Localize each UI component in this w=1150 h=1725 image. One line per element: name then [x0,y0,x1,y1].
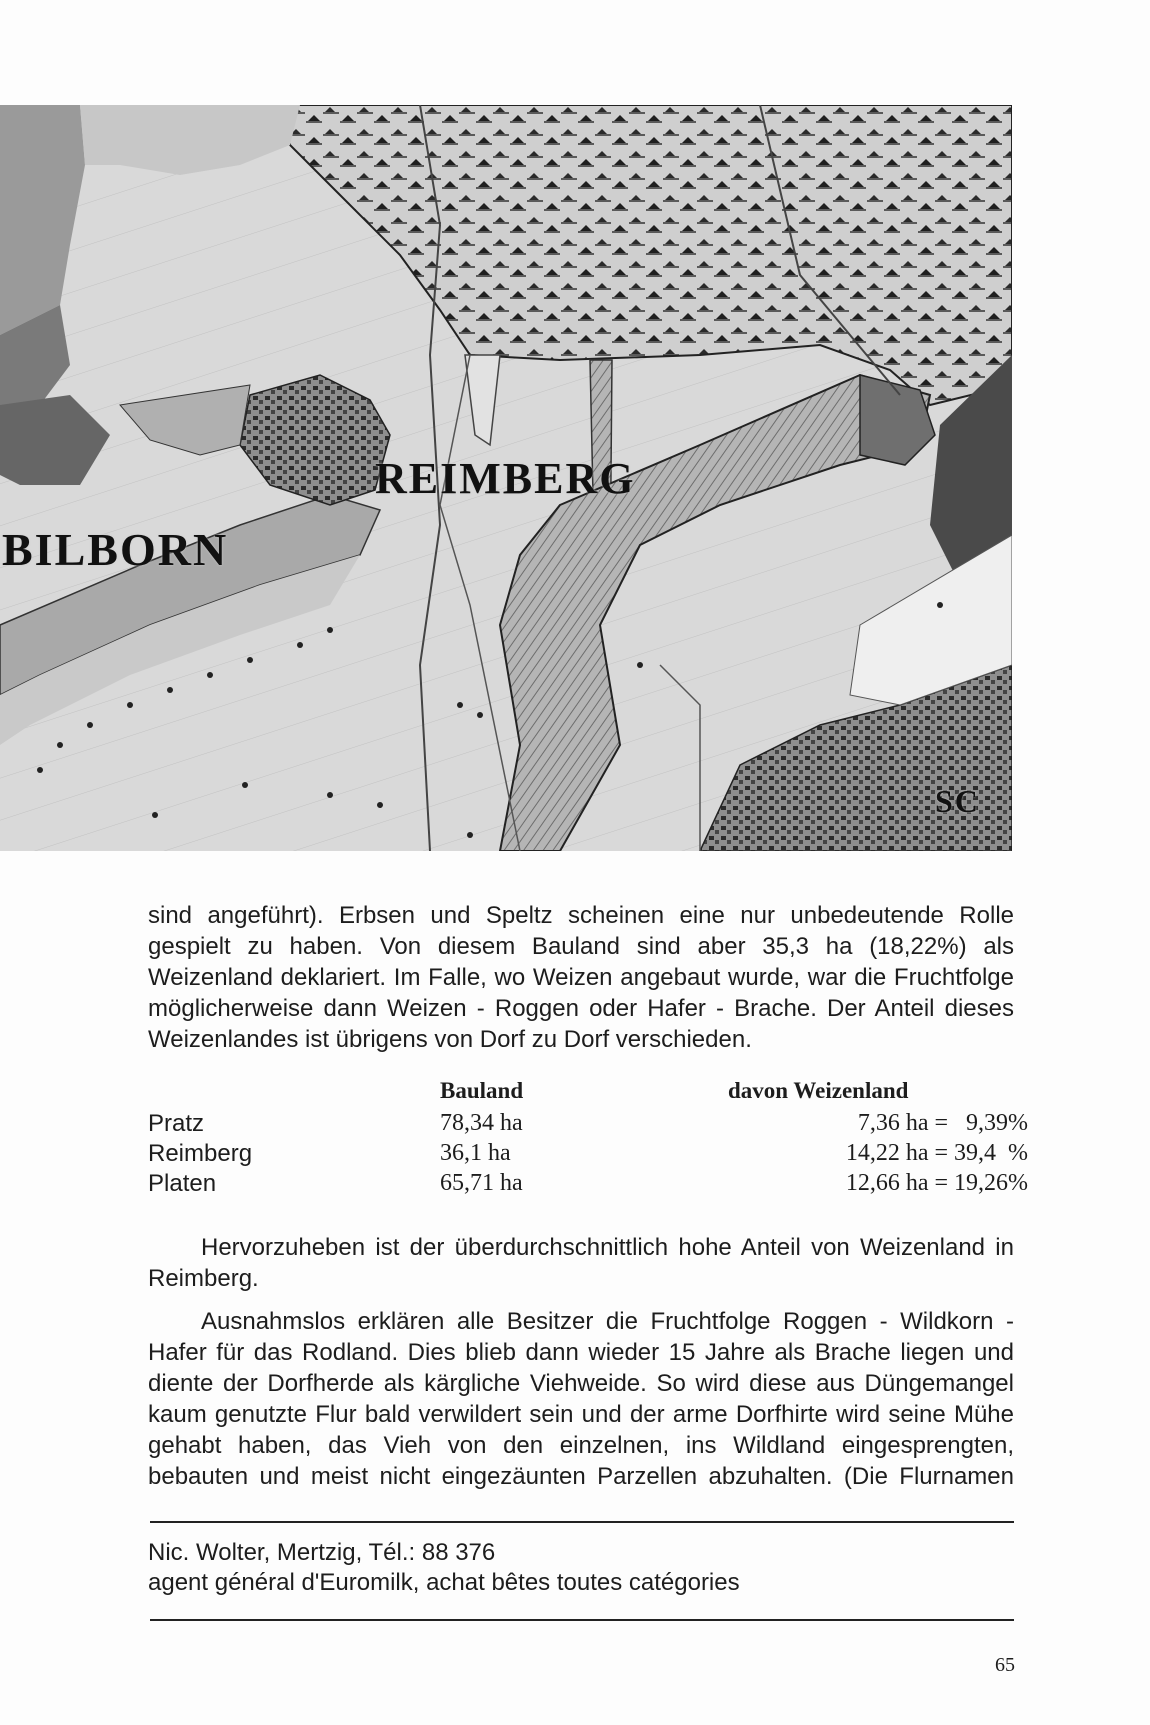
footer-rule-top [150,1521,1014,1523]
table-cell-weizenland: 7,36 ha = 9,39% [857,1110,1028,1136]
page-number: 65 [995,1654,1015,1676]
table-header-row [148,1078,1028,1108]
table-cell-village: Pratz [148,1110,205,1137]
table-row [148,1170,1028,1200]
table-header-weizenland: davon Weizenland [728,1078,909,1103]
historical-map-image [0,105,1012,851]
table-row [148,1140,1028,1170]
table-cell-village: Platen [148,1170,217,1197]
advertisement-description-line: agent général d'Euromilk, achat bêtes toutes catégories [148,1569,740,1596]
body-paragraph-1: sind angeführt). Erbsen und Speltz scheinen eine nur unbedeutende Rolle gespielt zu haben. Von diesem Bauland sind aber 35,3 ha (18,22%) als Weizenland deklariert. Im Falle, wo Weizen angebaut wurde, war die Fruchtfolge möglicherweise dann Weizen - Roggen oder Hafer - Brache. Der Anteil dieses Weizenlandes ist übrigens von Dorf zu Dorf verschieden. [148,902,1014,1053]
table-cell-village: Reimberg [148,1140,253,1167]
table-header-bauland: Bauland [440,1078,524,1103]
body-paragraph-2: Hervorzuheben ist der überdurchschnittlich hohe Anteil von Weizenland in Reimberg. [148,1234,1014,1292]
table-cell-bauland: 78,34 ha [440,1110,523,1136]
body-paragraph-3: Ausnahmslos erklären alle Besitzer die Fruchtfolge Roggen - Wildkorn - Hafer für das Rodland. Dies blieb dann wieder 15 Jahre als Brache liegen und diente der Dorfherde als kärgliche Viehweide. So wird diese aus Düngemangel kaum genutzte Flur bald verwildert sein und der arme Dorfhirte wird seine Mühe gehabt haben, das Vieh von den einzelnen, ins Wildland eingesprengten, bebauten und meist nicht eingezäunten Parzellen abzuhalten. (Die Flurnamen [148,1308,1014,1490]
footer-rule-bottom [150,1619,1014,1621]
table-cell-bauland: 65,71 ha [440,1170,523,1196]
table-cell-bauland: 36,1 ha [440,1140,511,1166]
map-label-bilborn: BILBORN [2,524,229,575]
table-cell-weizenland: 12,66 ha = 19,26% [845,1170,1028,1196]
map-label-sc: SC [935,783,980,819]
table-cell-weizenland: 14,22 ha = 39,4 % [845,1140,1028,1166]
map-label-reimberg: REIMBERG [375,454,636,503]
advertisement-contact-line: Nic. Wolter, Mertzig, Tél.: 88 376 [148,1539,496,1566]
table-row [148,1110,1028,1140]
